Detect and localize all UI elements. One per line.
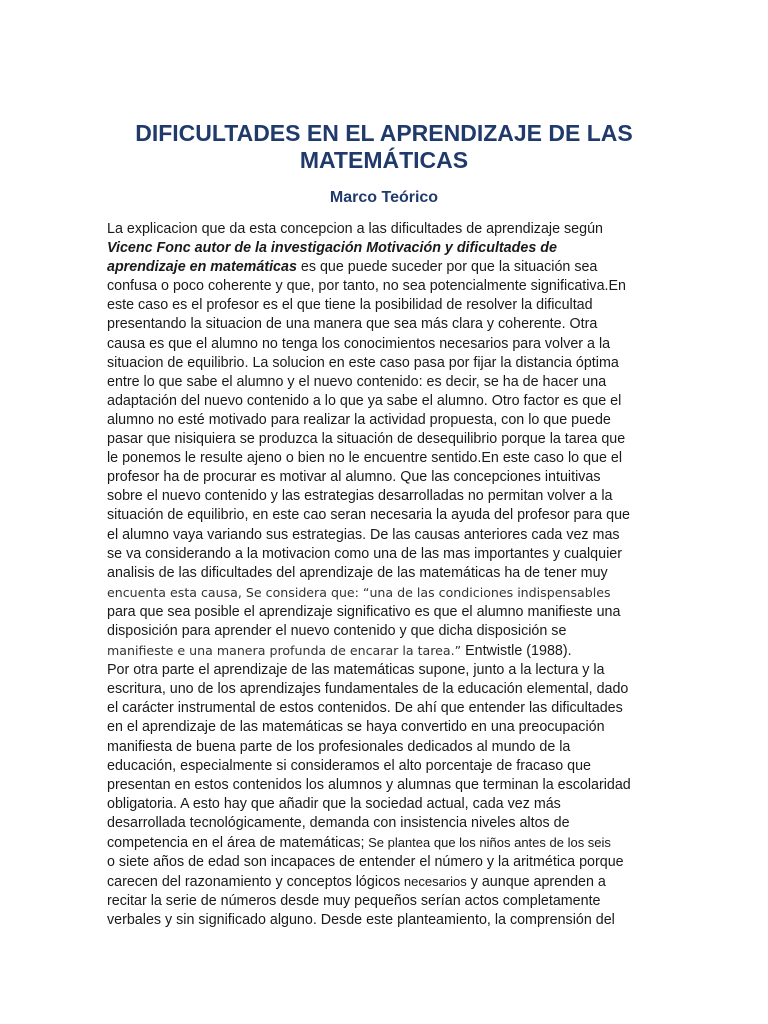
text-line: adaptación del nuevo contenido a lo que ya sabe el alumno. Otro factor es que el bbox=[107, 392, 622, 409]
text-line: el alumno vaya variando sus estrategias. De las causas anteriores cada vez mas bbox=[107, 526, 620, 543]
text-line: o siete años de edad son incapaces de entender el número y la aritmética porque bbox=[107, 854, 624, 871]
text-line: alumno no esté motivado para realizar la actividad propuesta, con lo que puede bbox=[107, 411, 611, 428]
text-line: educación, especialmente si consideramos el alto porcentaje de fracaso que bbox=[107, 757, 591, 774]
text-line: manifiesta de buena parte de los profesionales dedicados al mundo de la bbox=[107, 738, 571, 755]
quote-text: manifieste e una manera profunda de encarar la tarea.” bbox=[107, 643, 462, 659]
document-title bbox=[60, 120, 708, 174]
text-line: disposición para aprender el nuevo contenido y que dicha disposición se bbox=[107, 622, 567, 639]
text-line: para que sea posible el aprendizaje significativo es que el alumno manifieste una bbox=[107, 603, 621, 620]
title-line-1: DIFICULTADES EN EL APRENDIZAJE DE LAS bbox=[135, 120, 633, 146]
emphasized-text: aprendizaje en matemáticas bbox=[107, 259, 297, 276]
text-line: recitar la serie de números desde muy pequeños serían actos completamente bbox=[107, 893, 601, 910]
text-line: analisis de las dificultades del aprendizaje de las matemáticas ha de tener muy bbox=[107, 564, 608, 581]
text-line: confusa o poco coherente y que, por tanto, no sea potencialmente significativa.En bbox=[107, 278, 626, 295]
text-line: competencia en el área de matemáticas; Se plantea que los niños antes de los seis bbox=[107, 835, 611, 851]
text-line: obligatoria. A esto hay que añadir que la sociedad actual, cada vez más bbox=[107, 795, 561, 812]
text-line bbox=[107, 583, 667, 603]
quote-text: encuenta esta causa, Se considera que: “una de las condiciones indispensables bbox=[107, 584, 611, 600]
emphasized-text: Vicenc Fonc autor de la investigación Motivación y dificultades de bbox=[107, 240, 557, 257]
text-line bbox=[107, 641, 667, 661]
text-line: presentando la situacion de una manera que sea más clara y coherente. Otra bbox=[107, 316, 598, 333]
text-line: escritura, uno de los aprendizajes fundamentales de la educación elemental, dado bbox=[107, 681, 629, 698]
citation: Entwistle (1988). bbox=[461, 643, 572, 660]
text-line: situación de equilibrio, en este cao seran necesaria la ayuda del profesor para que bbox=[107, 507, 630, 524]
document-subtitle: Marco Teórico bbox=[329, 189, 439, 206]
text-line: el carácter instrumental de estos contenidos. De ahí que entender las dificultades bbox=[107, 700, 623, 717]
text-line: en el aprendizaje de las matemáticas se haya convertido en una preocupación bbox=[107, 719, 605, 736]
text-line: La explicacion que da esta concepcion a las dificultades de aprendizaje según bbox=[107, 221, 603, 237]
text-line: carecen del razonamiento y conceptos lógicos necesarios y aunque aprenden a bbox=[107, 874, 606, 891]
text-line: este caso es el profesor es el que tiene la posibilidad de resolver la dificultad bbox=[107, 297, 593, 314]
text-line: verbales y sin significado alguno. Desde este planteamiento, la comprensión del bbox=[107, 912, 615, 929]
text-line: pasar que nisiquiera se produzca la situación de desequilibrio porque la tarea que bbox=[107, 431, 626, 448]
title-line-2: MATEMÁTICAS bbox=[299, 147, 469, 173]
text-line: entre lo que sabe el alumno y el nuevo contenido: es decir, se ha de hacer una bbox=[107, 373, 607, 390]
text-line: aprendizaje en matemáticas es que puede suceder por que la situación sea bbox=[107, 259, 598, 276]
text-line: le ponemos le resulte ajeno o bien no le encuentre sentido.En este caso lo que el bbox=[107, 450, 623, 467]
text-line: se va considerando a la motivacion como una de las mas importantes y cualquier bbox=[107, 545, 622, 562]
text-line: presentan en estos contenidos los alumnos y alumnas que terminan la escolaridad bbox=[107, 776, 631, 793]
text-line: desarrollada tecnológicamente, demanda con insistencia niveles altos de bbox=[107, 814, 570, 831]
body-paragraph bbox=[107, 220, 667, 930]
text-line: sobre el nuevo contenido y las estrategias desarrolladas no permitan volver a la bbox=[107, 488, 613, 505]
text-line bbox=[107, 239, 667, 258]
text-line: situacion de equilibrio. La solucion en este caso pasa por fijar la distancia óptima bbox=[107, 354, 619, 371]
text-line: causa es que el alumno no tenga los conocimientos necesarios para volver a la bbox=[107, 335, 611, 352]
text-line: profesor ha de procurar es motivar al alumno. Que las concepciones intuitivas bbox=[107, 469, 601, 486]
text-line: Por otra parte el aprendizaje de las matemáticas supone, junto a la lectura y la bbox=[107, 662, 605, 679]
